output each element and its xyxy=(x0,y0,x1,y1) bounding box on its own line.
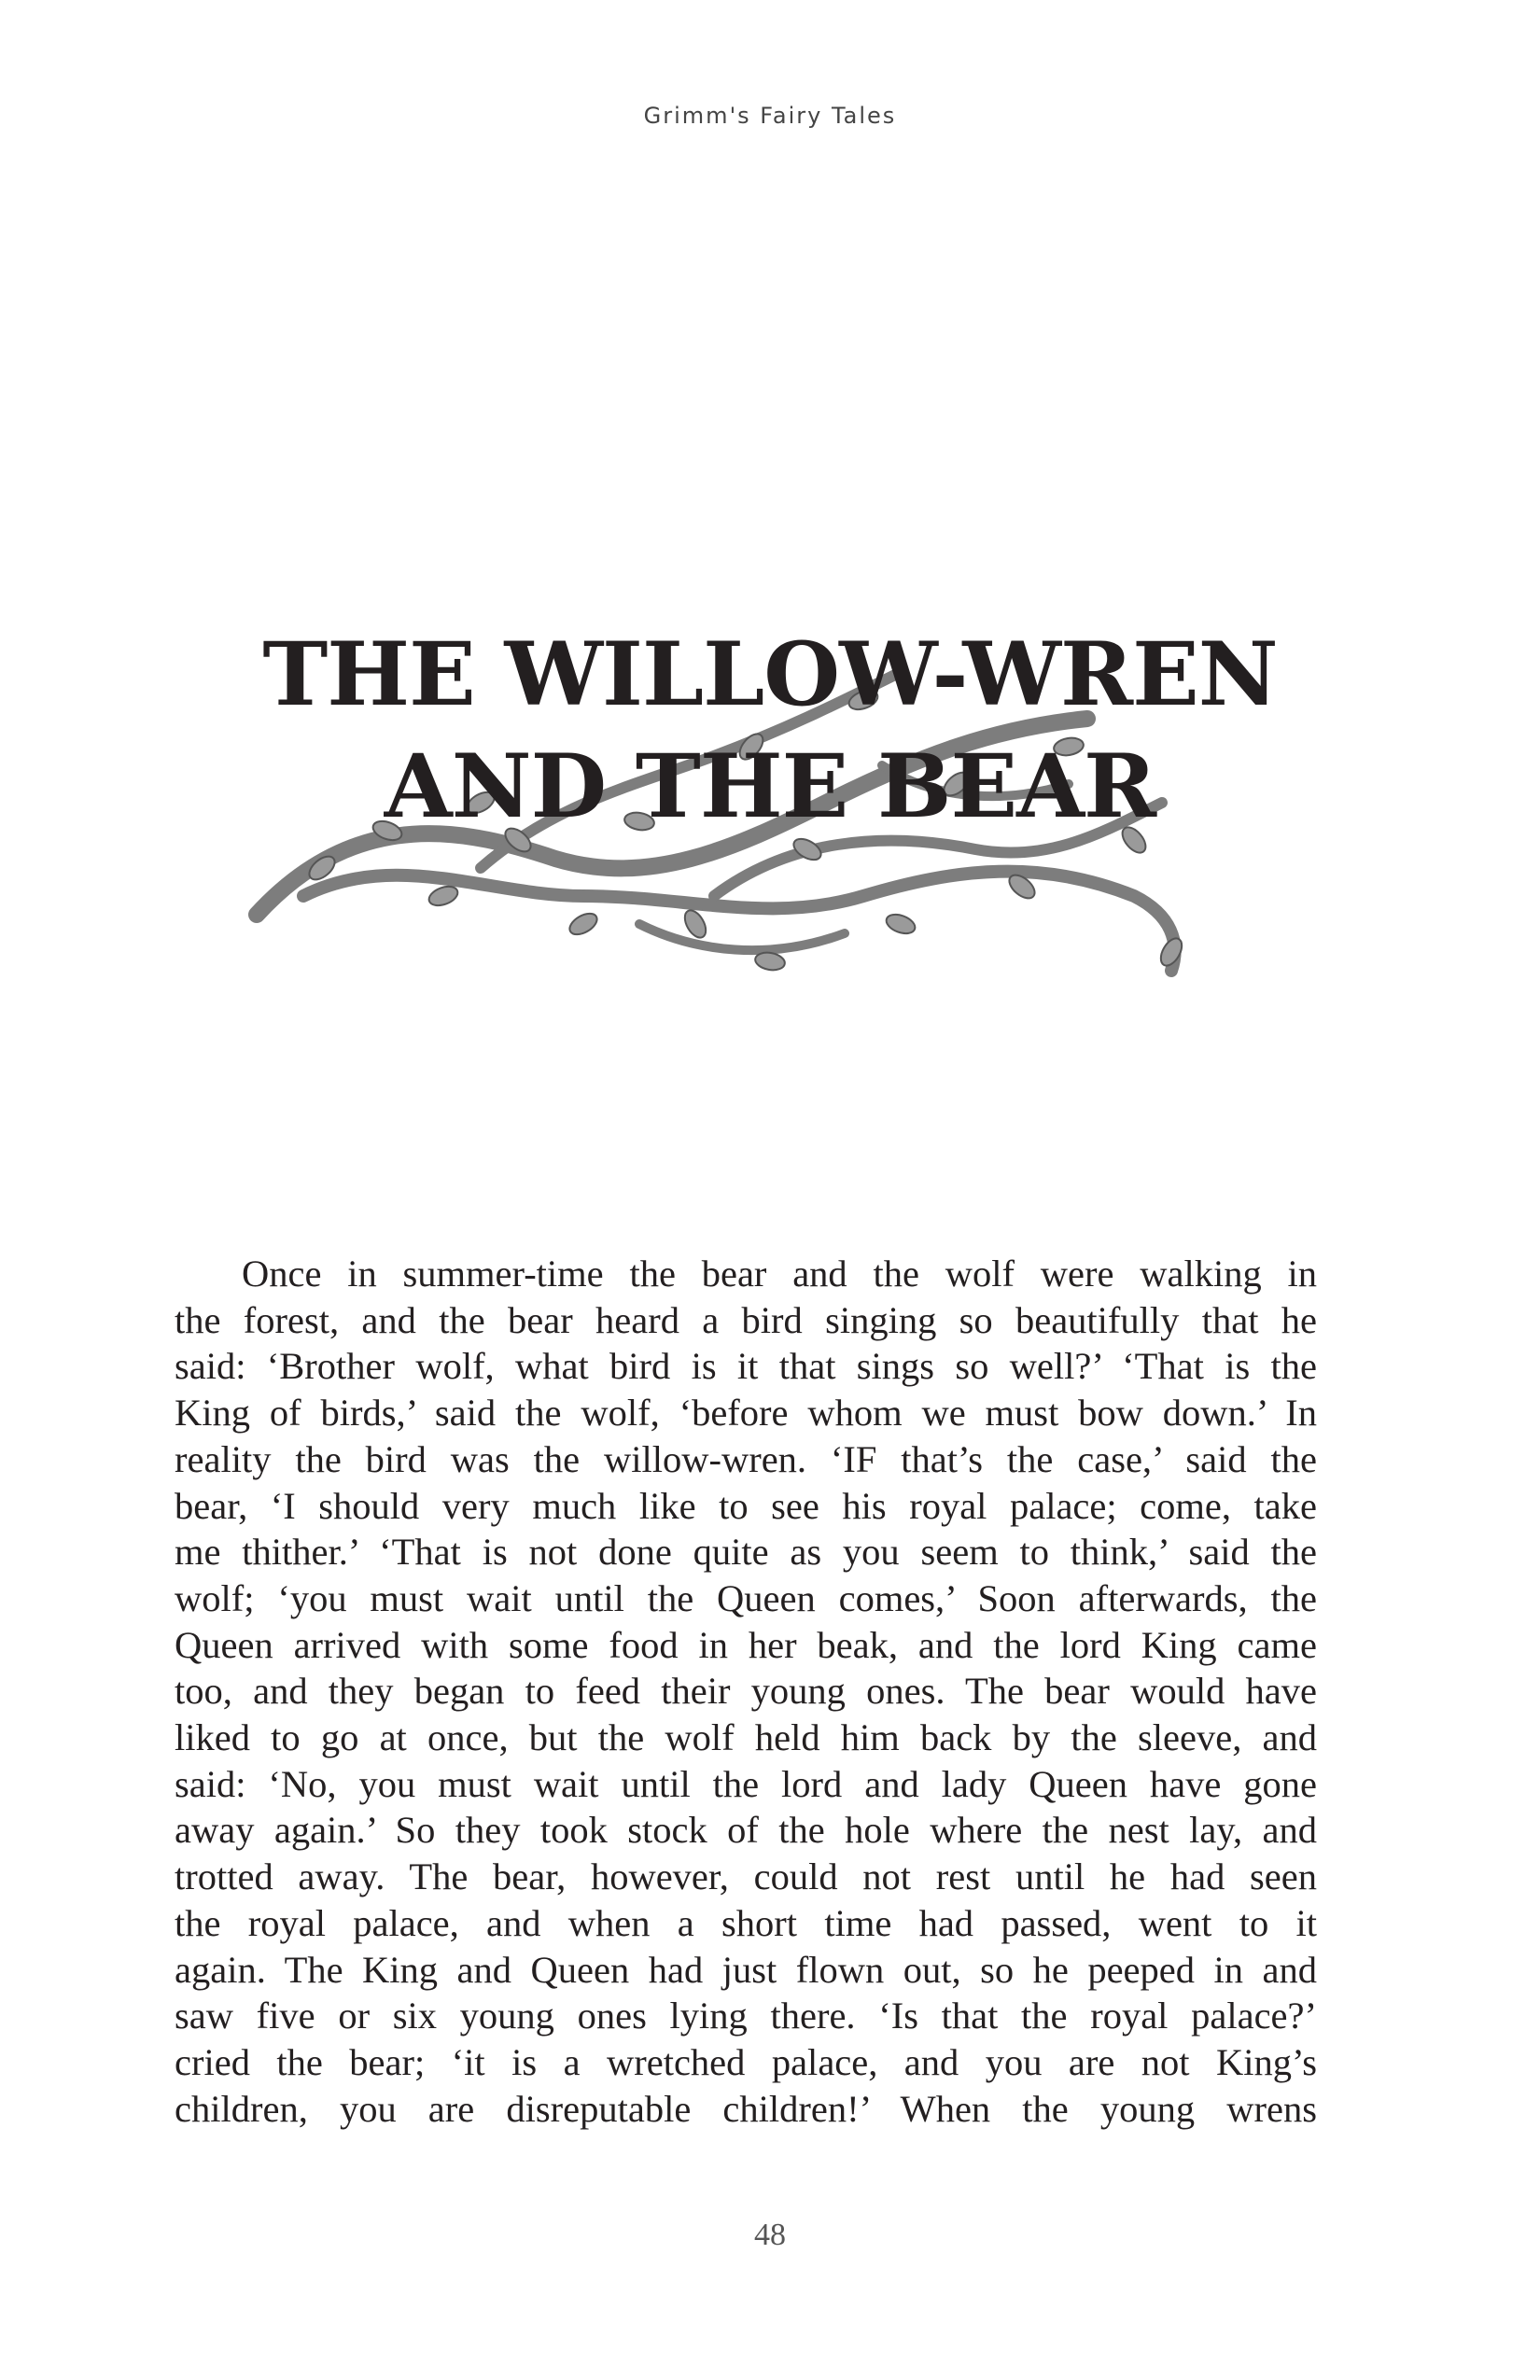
text-line: the forest, and the bear heard a bird singing so beautifully that he xyxy=(175,1298,1317,1341)
text-line: liked to go at once, but the wolf held him back by the sleeve, and xyxy=(175,1716,1317,1759)
body-paragraph xyxy=(175,1251,1317,2132)
running-header: Grimm's Fairy Tales xyxy=(643,103,897,129)
text-line: saw five or six young ones lying there. ‘Is that the royal palace?’ xyxy=(175,1995,1317,2037)
text-line: King of birds,’ said the wolf, ‘before whom we must bow down.’ In xyxy=(175,1392,1317,1435)
text-line: bear, ‘I should very much like to see his royal palace; come, take xyxy=(175,1484,1317,1527)
text-line: again. The King and Queen had just flown out, so he peeped in and xyxy=(175,1948,1317,1991)
text-line: cried the bear; ‘it is a wretched palace, and you are not King’s xyxy=(175,2040,1317,2083)
text-line: too, and they began to feed their young ones. The bear would have xyxy=(175,1670,1317,1713)
text-line: the royal palace, and when a short time had passed, went to it xyxy=(175,1901,1317,1944)
text-line: me thither.’ ‘That is not done quite as you seem to think,’ said the xyxy=(175,1531,1317,1574)
text-line: wolf; ‘you must wait until the Queen comes,’ Soon afterwards, the xyxy=(175,1576,1317,1619)
text-line: trotted away. The bear, however, could not rest until he had seen xyxy=(175,1855,1317,1898)
chapter-title-line-1: THE WILLOW-WREN xyxy=(262,623,1278,726)
text-line: said: ‘No, you must wait until the lord and lady Queen have gone xyxy=(175,1762,1317,1805)
text-line: children, you are disreputable children!’ When the young wrens xyxy=(175,2087,1317,2130)
text-line: reality the bird was the willow-wren. ‘IF that’s the case,’ said the xyxy=(175,1437,1317,1480)
text-line: said: ‘Brother wolf, what bird is it that sings so well?’ ‘That is the xyxy=(175,1345,1317,1388)
page-number: 48 xyxy=(754,2218,786,2252)
chapter-title-line-2: AND THE BEAR xyxy=(384,735,1156,838)
text-line: Once in summer-time the bear and the wolf were walking in xyxy=(242,1253,1317,1295)
text-line: Queen arrived with some food in her beak, and the lord King came xyxy=(175,1623,1317,1666)
text-line: away again.’ So they took stock of the hole where the nest lay, and xyxy=(175,1809,1317,1852)
